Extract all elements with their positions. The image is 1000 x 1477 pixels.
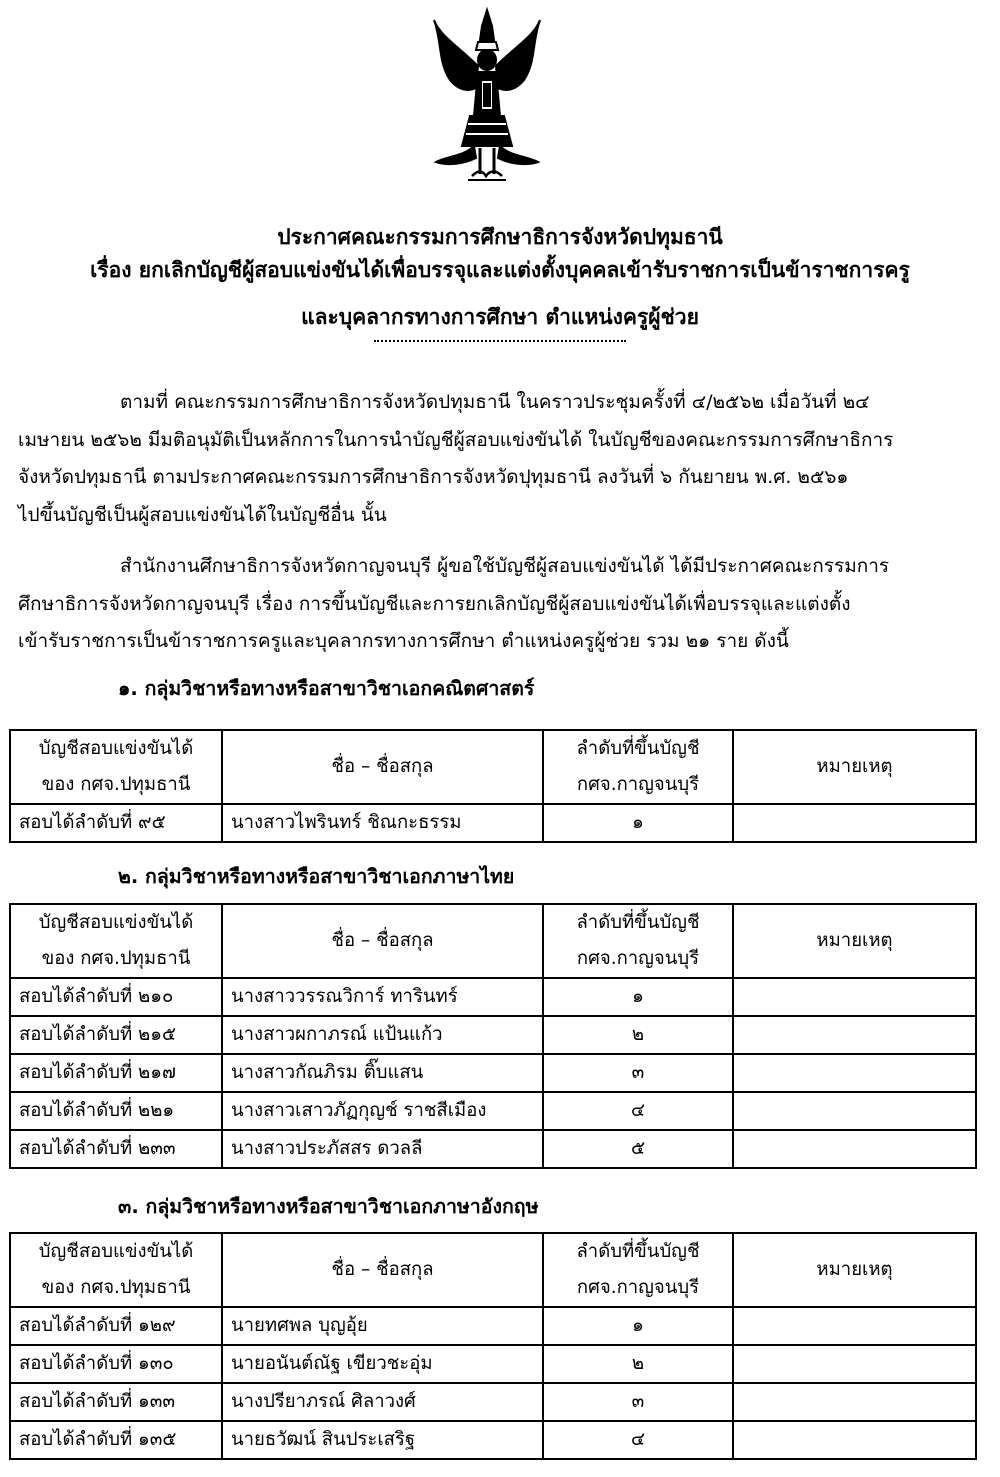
rank-cell: สอบได้ลำดับที่ ๑๓๓ bbox=[10, 1383, 222, 1421]
order-cell: ๒ bbox=[543, 1345, 733, 1383]
header-name: ชื่อ – ชื่อสกุล bbox=[222, 904, 543, 978]
table-thai bbox=[9, 903, 977, 1169]
rank-cell: สอบได้ลำดับที่ ๒๓๓ bbox=[10, 1130, 222, 1168]
order-cell: ๔ bbox=[543, 1421, 733, 1459]
order-cell: ๑ bbox=[543, 1307, 733, 1345]
paragraph-line: ศึกษาธิการจังหวัดกาญจนบุรี เรื่อง การขึ้นบัญชีและการยกเลิกบัญชีผู้สอบแข่งขันได้เพื่อบรรจุและแต่งตั้ง bbox=[18, 592, 851, 615]
table-header-row bbox=[10, 1233, 976, 1307]
header-text: ลำดับที่ขึ้นบัญชี bbox=[576, 1241, 700, 1262]
table-header-row bbox=[10, 730, 976, 804]
announcement-subject: เรื่อง ยกเลิกบัญชีผู้สอบแข่งขันได้เพื่อบรรจุและแต่งตั้งบุคคลเข้ารับราชการเป็นข้าราชการครู bbox=[90, 258, 910, 282]
header-order bbox=[543, 730, 733, 804]
name-cell: นายธวัฒน์ สินประเสริฐ bbox=[222, 1421, 543, 1459]
order-cell: ๕ bbox=[543, 1130, 733, 1168]
table-row bbox=[10, 1421, 976, 1459]
rank-cell: สอบได้ลำดับที่ ๙๕ bbox=[10, 804, 222, 842]
remark-cell bbox=[733, 1345, 976, 1383]
header-remark: หมายเหตุ bbox=[733, 730, 976, 804]
table-row bbox=[10, 1092, 976, 1130]
header-text: ลำดับที่ขึ้นบัญชี bbox=[576, 738, 700, 759]
rank-cell: สอบได้ลำดับที่ ๑๓๐ bbox=[10, 1345, 222, 1383]
paragraph-2 bbox=[18, 548, 958, 661]
header-text: บัญชีสอบแข่งขันได้ bbox=[38, 1241, 194, 1262]
paragraph-line: ตามที่ คณะกรรมการศึกษาธิการจังหวัดปทุมธานี ในคราวประชุมครั้งที่ ๔/๒๕๖๒ เมื่อวันที่ ๒๔ bbox=[120, 391, 870, 413]
header-exam-list bbox=[10, 1233, 222, 1307]
name-cell: นางสาวเสาวภัฏกุญช์ ราชสีเมือง bbox=[222, 1092, 543, 1130]
table-row bbox=[10, 1054, 976, 1092]
table-header-row bbox=[10, 904, 976, 978]
order-cell: ๓ bbox=[543, 1054, 733, 1092]
announcement-title: ประกาศคณะกรรมการศึกษาธิการจังหวัดปทุมธานี bbox=[277, 225, 723, 249]
table-row bbox=[10, 1016, 976, 1054]
name-cell: นางสาวไพรินทร์ ชิณกะธรรม bbox=[222, 804, 543, 842]
remark-cell bbox=[733, 1307, 976, 1345]
paragraph-line: เข้ารับราชการเป็นข้าราชการครูและบุคลากรทางการศึกษา ตำแหน่งครูผู้ช่วย รวม ๒๑ ราย ดังนี้ bbox=[18, 630, 789, 652]
header-remark: หมายเหตุ bbox=[733, 1233, 976, 1307]
header-text: บัญชีสอบแข่งขันได้ bbox=[38, 912, 194, 933]
rank-cell: สอบได้ลำดับที่ ๑๒๙ bbox=[10, 1307, 222, 1345]
order-cell: ๑ bbox=[543, 978, 733, 1016]
header-text: บัญชีสอบแข่งขันได้ bbox=[38, 738, 194, 759]
header-order bbox=[543, 904, 733, 978]
remark-cell bbox=[733, 1130, 976, 1168]
header-text: ของ กศจ.ปทุมธานี bbox=[41, 948, 191, 969]
header-text: กศจ.กาญจนบุรี bbox=[576, 774, 700, 795]
rank-cell: สอบได้ลำดับที่ ๒๑๕ bbox=[10, 1016, 222, 1054]
header-text: กศจ.กาญจนบุรี bbox=[576, 948, 700, 969]
table-row bbox=[10, 1345, 976, 1383]
remark-cell bbox=[733, 978, 976, 1016]
name-cell: นายอนันต์ณัฐ เขียวชะอุ่ม bbox=[222, 1345, 543, 1383]
paragraph-1 bbox=[18, 384, 958, 534]
header-order bbox=[543, 1233, 733, 1307]
header-name: ชื่อ – ชื่อสกุล bbox=[222, 730, 543, 804]
rank-cell: สอบได้ลำดับที่ ๑๓๕ bbox=[10, 1421, 222, 1459]
dotted-divider bbox=[374, 340, 626, 342]
table-row bbox=[10, 1383, 976, 1421]
order-cell: ๑ bbox=[543, 804, 733, 842]
table-math bbox=[9, 729, 977, 843]
section-title-math: ๑. กลุ่มวิชาหรือทางหรือสาขาวิชาเอกคณิตศาสตร์ bbox=[118, 677, 535, 700]
remark-cell bbox=[733, 1054, 976, 1092]
rank-cell: สอบได้ลำดับที่ ๒๒๑ bbox=[10, 1092, 222, 1130]
order-cell: ๒ bbox=[543, 1016, 733, 1054]
table-row bbox=[10, 978, 976, 1016]
paragraph-line: ไปขึ้นบัญชีเป็นผู้สอบแข่งขันได้ในบัญชีอื่น นั้น bbox=[18, 503, 387, 526]
header-text: กศจ.กาญจนบุรี bbox=[576, 1277, 700, 1298]
remark-cell bbox=[733, 804, 976, 842]
name-cell: นางสาวประภัสสร ดวลลี bbox=[222, 1130, 543, 1168]
remark-cell bbox=[733, 1016, 976, 1054]
name-cell: นางสาววรรณวิการ์ ทารินทร์ bbox=[222, 978, 543, 1016]
table-english bbox=[9, 1232, 977, 1460]
header-exam-list bbox=[10, 904, 222, 978]
section-title-thai: ๒. กลุ่มวิชาหรือทางหรือสาขาวิชาเอกภาษาไทย bbox=[118, 865, 515, 888]
name-cell: นายทศพล บุญอุ้ย bbox=[222, 1307, 543, 1345]
announcement-subject-cont: และบุคลากรทางการศึกษา ตำแหน่งครูผู้ช่วย bbox=[301, 305, 699, 329]
header-exam-list bbox=[10, 730, 222, 804]
section-title-english: ๓. กลุ่มวิชาหรือทางหรือสาขาวิชาเอกภาษาอังกฤษ bbox=[118, 1195, 539, 1218]
header-text: ลำดับที่ขึ้นบัญชี bbox=[576, 912, 700, 933]
rank-cell: สอบได้ลำดับที่ ๒๑๐ bbox=[10, 978, 222, 1016]
rank-cell: สอบได้ลำดับที่ ๒๑๗ bbox=[10, 1054, 222, 1092]
name-cell: นางปรียาภรณ์ ศิลาวงศ์ bbox=[222, 1383, 543, 1421]
order-cell: ๔ bbox=[543, 1092, 733, 1130]
paragraph-line: สำนักงานศึกษาธิการจังหวัดกาญจนบุรี ผู้ขอใช้บัญชีผู้สอบแข่งขันได้ ได้มีประกาศคณะกรรมการ bbox=[120, 555, 890, 577]
header-name: ชื่อ – ชื่อสกุล bbox=[222, 1233, 543, 1307]
name-cell: นางสาวผกาภรณ์ แป้นแก้ว bbox=[222, 1016, 543, 1054]
name-cell: นางสาวกัณภิรม ติ๊บแสน bbox=[222, 1054, 543, 1092]
header-text: ของ กศจ.ปทุมธานี bbox=[41, 1277, 191, 1298]
garuda-emblem-icon bbox=[428, 6, 546, 184]
table-row bbox=[10, 804, 976, 842]
paragraph-line: เมษายน ๒๕๖๒ มีมติอนุมัติเป็นหลักการในการนำบัญชีผู้สอบแข่งขันได้ ในบัญชีของคณะกรรมการศึกษาธิการ bbox=[18, 428, 894, 451]
remark-cell bbox=[733, 1383, 976, 1421]
paragraph-line: จังหวัดปทุมธานี ตามประกาศคณะกรรมการศึกษาธิการจังหวัดปุทุมธานี ลงวันที่ ๖ กันยายน พ.ศ. ๒๕๖๑ bbox=[18, 466, 849, 488]
remark-cell bbox=[733, 1092, 976, 1130]
table-row bbox=[10, 1130, 976, 1168]
table-row bbox=[10, 1307, 976, 1345]
header-text: ของ กศจ.ปทุมธานี bbox=[41, 774, 191, 795]
remark-cell bbox=[733, 1421, 976, 1459]
header-remark: หมายเหตุ bbox=[733, 904, 976, 978]
order-cell: ๓ bbox=[543, 1383, 733, 1421]
